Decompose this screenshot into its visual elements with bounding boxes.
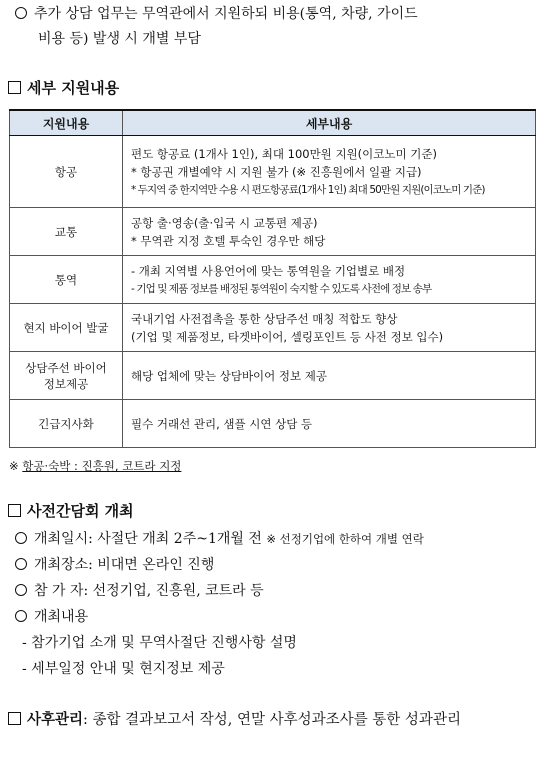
category-line: 정보제공 bbox=[43, 376, 89, 391]
intro-bullet bbox=[15, 5, 418, 23]
pre-item-content-text: 개최내용 bbox=[34, 609, 89, 625]
pre-sub-1: - 참가기업 소개 및 무역사절단 진행사항 설명 bbox=[22, 635, 297, 651]
pre-item-content bbox=[15, 608, 88, 626]
row-detail bbox=[123, 400, 536, 448]
row-detail bbox=[123, 208, 536, 256]
detail-line: 편도 항공료 (1개사 1인), 최대 100만원 지원(이코노미 기준) bbox=[131, 146, 437, 161]
pre-item-place bbox=[15, 556, 214, 574]
pre-item-schedule bbox=[15, 530, 424, 548]
footnote-prefix: ※ bbox=[9, 459, 23, 473]
table-row bbox=[10, 256, 536, 304]
detail-line: 국내기업 사전접촉을 통한 상담주선 매칭 적합도 향상 bbox=[131, 311, 398, 326]
checkbox-square-icon bbox=[8, 712, 21, 725]
header-detail: 세부내용 bbox=[123, 110, 536, 136]
support-table bbox=[9, 109, 536, 448]
circle-bullet-icon bbox=[15, 558, 27, 570]
detail-line: - 개최 지역별 사용언어에 맞는 통역원을 기업별로 배정 bbox=[131, 263, 406, 278]
circle-bullet-icon bbox=[15, 532, 27, 544]
pre-sub-2: - 세부일정 안내 및 현지정보 제공 bbox=[22, 661, 225, 677]
intro-line-2: 비용 등) 발생 시 개별 부담 bbox=[38, 31, 201, 47]
table-header-row bbox=[10, 110, 536, 136]
detail-line: 필수 거래선 관리, 샘플 시연 상담 등 bbox=[131, 416, 313, 431]
table-row bbox=[10, 304, 536, 352]
table-footnote bbox=[9, 458, 181, 474]
circle-bullet-icon bbox=[15, 610, 27, 622]
pre-item-schedule-note: ※ 선정기업에 한하여 개별 연락 bbox=[266, 532, 424, 546]
row-category: 긴급지사화 bbox=[10, 400, 123, 448]
detail-line: 공항 출·영송(출·입국 시 교통편 제공) bbox=[131, 215, 318, 230]
row-category: 항공 bbox=[10, 136, 123, 208]
intro-line-1: 추가 상담 업무는 무역관에서 지원하되 비용(통역, 차량, 가이드 bbox=[34, 6, 418, 22]
detail-line: (기업 및 제품정보, 타겟바이어, 셀링포인트 등 사전 정보 입수) bbox=[131, 329, 444, 344]
row-category: 현지 바이어 발굴 bbox=[10, 304, 123, 352]
section-pre-title: 사전간담회 개최 bbox=[27, 502, 134, 520]
table-row bbox=[10, 136, 536, 208]
pre-item-schedule-text: 개최일시: 사절단 개최 2주~1개월 전 bbox=[34, 531, 262, 547]
detail-line: * 무역관 지정 호텔 투숙인 경우만 해당 bbox=[131, 233, 326, 248]
row-category bbox=[10, 352, 123, 400]
category-line: 상담주선 바이어 bbox=[25, 360, 107, 375]
row-detail bbox=[123, 136, 536, 208]
detail-line: - 기업 및 제품 정보를 배정된 통역원이 숙지할 수 있도록 사전에 정보 송부 bbox=[131, 282, 432, 295]
section-detail-title: 세부 지원내용 bbox=[27, 79, 120, 97]
table-row bbox=[10, 352, 536, 400]
pre-item-participants bbox=[15, 582, 264, 600]
section-detail-heading bbox=[8, 78, 119, 98]
checkbox-square-icon bbox=[8, 81, 21, 94]
checkbox-square-icon bbox=[8, 504, 21, 517]
row-category: 교통 bbox=[10, 208, 123, 256]
circle-bullet-icon bbox=[15, 584, 27, 596]
header-category: 지원내용 bbox=[10, 110, 123, 136]
pre-item-participants-text: 참 가 자: 선정기업, 진흥원, 코트라 등 bbox=[34, 583, 264, 599]
detail-line: * 두지역 중 한지역만 수용 시 편도항공료(1개사 1인) 최대 50만원 지원(이코노미 기준) bbox=[131, 183, 485, 196]
row-detail bbox=[123, 352, 536, 400]
table-row bbox=[10, 400, 536, 448]
detail-line: * 항공권 개별예약 시 지원 불가 (※ 진흥원에서 일괄 지급) bbox=[131, 164, 422, 179]
row-detail bbox=[123, 304, 536, 352]
circle-bullet-icon bbox=[15, 7, 27, 19]
pre-item-place-text: 개최장소: 비대면 온라인 진행 bbox=[34, 557, 215, 573]
section-post-title: 사후관리 bbox=[27, 711, 84, 728]
section-post-text: : 종합 결과보고서 작성, 연말 사후성과조사를 통한 성과관리 bbox=[83, 712, 461, 728]
footnote-text: 항공·숙박 : 진흥원, 코트라 지정 bbox=[22, 459, 182, 473]
row-category: 통역 bbox=[10, 256, 123, 304]
section-pre-heading bbox=[8, 501, 134, 521]
section-post bbox=[8, 711, 461, 729]
row-detail bbox=[123, 256, 536, 304]
table-row bbox=[10, 208, 536, 256]
detail-line: 해당 업체에 맞는 상담바이어 정보 제공 bbox=[131, 368, 328, 383]
